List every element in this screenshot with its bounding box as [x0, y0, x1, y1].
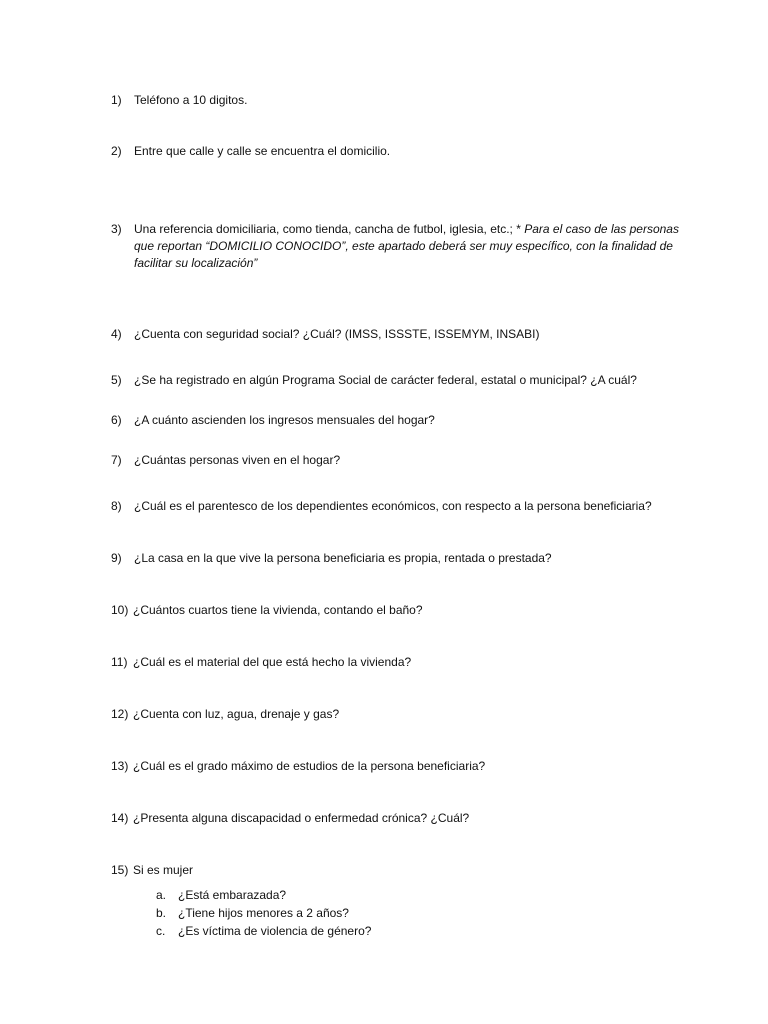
- question-1: [111, 92, 691, 109]
- question-15: [111, 862, 691, 879]
- question-13: [111, 758, 691, 775]
- question-number: 10): [111, 603, 129, 617]
- question-3: [111, 221, 691, 272]
- sub-item-text: ¿Está embarazada?: [178, 888, 287, 902]
- question-10: [111, 602, 691, 619]
- question-4: [111, 326, 691, 343]
- question-number: 1): [111, 93, 122, 107]
- question-text-block: [134, 221, 684, 272]
- question-text: Una referencia domiciliaria, como tienda, cancha de futbol, iglesia, etc.; *: [134, 222, 521, 236]
- question-text: Si es mujer: [133, 863, 194, 877]
- question-number: 11): [111, 655, 128, 669]
- sub-item-text: ¿Tiene hijos menores a 2 años?: [178, 906, 349, 920]
- question-number: 12): [111, 707, 129, 721]
- question-2: [111, 143, 691, 160]
- question-text: ¿Cuenta con seguridad social? ¿Cuál? (IMSS, ISSSTE, ISSEMYM, INSABI): [134, 327, 540, 341]
- question-text: ¿Cuenta con luz, agua, drenaje y gas?: [133, 707, 340, 721]
- question-text: ¿Presenta alguna discapacidad o enfermedad crónica? ¿Cuál?: [133, 811, 470, 825]
- sub-item-b: [156, 905, 349, 922]
- question-number: 13): [111, 759, 129, 773]
- sub-item-letter: b.: [156, 906, 167, 920]
- question-number: 9): [111, 551, 122, 565]
- sub-item-letter: c.: [156, 924, 166, 938]
- question-text: ¿Cuál es el material del que está hecho la vivienda?: [133, 655, 412, 669]
- question-text: Teléfono a 10 digitos.: [134, 93, 248, 107]
- question-8: [111, 498, 691, 515]
- question-number: 14): [111, 811, 129, 825]
- question-number: 7): [111, 453, 122, 467]
- question-number: 2): [111, 144, 122, 158]
- sub-item-text: ¿Es víctima de violencia de género?: [178, 924, 372, 938]
- question-text: ¿Cuántos cuartos tiene la vivienda, contando el baño?: [133, 603, 423, 617]
- question-number: 8): [111, 499, 122, 513]
- question-text: ¿Cuál es el parentesco de los dependientes económicos, con respecto a la persona beneficiaria?: [134, 499, 652, 513]
- question-text: ¿La casa en la que vive la persona beneficiaria es propia, rentada o prestada?: [134, 551, 552, 565]
- question-text: ¿Cuántas personas viven en el hogar?: [134, 453, 341, 467]
- sub-item-a: [156, 887, 286, 904]
- question-number: 3): [111, 222, 122, 236]
- question-6: [111, 412, 691, 429]
- question-14: [111, 810, 691, 827]
- question-9: [111, 550, 691, 567]
- question-number: 4): [111, 327, 122, 341]
- question-number: 6): [111, 413, 122, 427]
- question-text: ¿A cuánto ascienden los ingresos mensuales del hogar?: [134, 413, 435, 427]
- question-text: ¿Cuál es el grado máximo de estudios de la persona beneficiaria?: [133, 759, 486, 773]
- sub-item-letter: a.: [156, 888, 167, 902]
- question-text: ¿Se ha registrado en algún Programa Social de carácter federal, estatal o municipal? ¿A cuál?: [134, 373, 637, 387]
- question-12: [111, 706, 691, 723]
- question-5: [111, 372, 691, 389]
- question-7: [111, 452, 691, 469]
- italic-note: Para el caso de las personas que reportan “DOMICILIO CONOCIDO”, este apartado deberá ser muy específico, con la finalidad de facilitar su localización”: [134, 222, 679, 270]
- question-number: 5): [111, 373, 122, 387]
- question-text: Entre que calle y calle se encuentra el domicilio.: [134, 144, 391, 158]
- sub-item-c: [156, 923, 371, 940]
- question-number: 15): [111, 863, 129, 877]
- question-11: [111, 654, 691, 671]
